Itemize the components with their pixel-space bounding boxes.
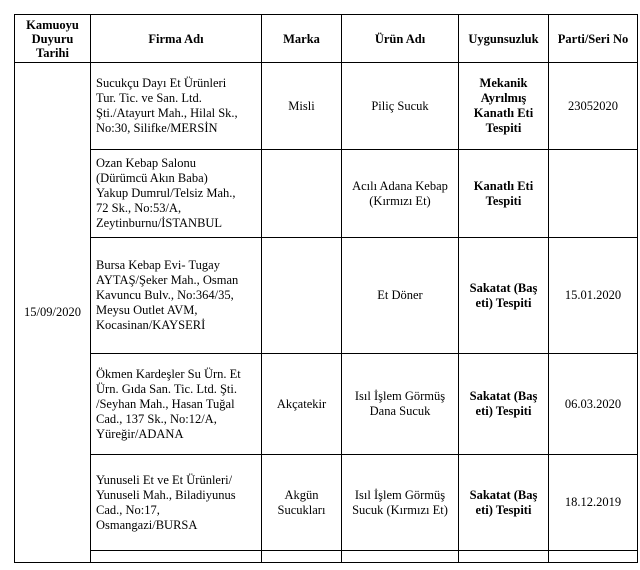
announcement-date: 15/09/2020 — [15, 63, 91, 563]
marka-cell: Misli — [262, 63, 342, 150]
firma-cell: Yunuseli Et ve Et Ürünleri/ Yunuseli Mah., Biladiyunus Cad., No:17, Osmangazi/BURSA — [91, 455, 262, 551]
empty-cell — [262, 551, 342, 563]
header-uygunsuzluk: Uygunsuzluk — [459, 15, 549, 63]
empty-cell — [459, 551, 549, 563]
urun-cell: Isıl İşlem Görmüş Sucuk (Kırmızı Et) — [342, 455, 459, 551]
uygunsuzluk-cell: Kanatlı Eti Tespiti — [459, 150, 549, 238]
empty-cell — [91, 551, 262, 563]
marka-cell: Akgün Sucukları — [262, 455, 342, 551]
empty-cell — [549, 551, 638, 563]
uygunsuzluk-cell: Sakatat (Baş eti) Tespiti — [459, 354, 549, 455]
marka-cell — [262, 150, 342, 238]
marka-cell: Akçatekir — [262, 354, 342, 455]
uygunsuzluk-cell: Sakatat (Baş eti) Tespiti — [459, 455, 549, 551]
empty-cell — [342, 551, 459, 563]
header-marka: Marka — [262, 15, 342, 63]
header-row — [15, 15, 638, 63]
parti-cell: 06.03.2020 — [549, 354, 638, 455]
firma-cell: Bursa Kebap Evi- Tugay AYTAŞ/Şeker Mah., Osman Kavuncu Bulv., No:364/35, Meysu Outlet AVM, Kocasinan/KAYSERİ — [91, 238, 262, 354]
parti-cell — [549, 150, 638, 238]
marka-cell — [262, 238, 342, 354]
firma-cell: Ökmen Kardeşler Su Ürn. Et Ürn. Gıda San. Tic. Ltd. Şti. /Seyhan Mah., Hasan Tuğal Cad., 137 Sk., No:12/A, Yüreğir/ADANA — [91, 354, 262, 455]
table-row — [15, 354, 638, 455]
header-urun: Ürün Adı — [342, 15, 459, 63]
parti-cell: 15.01.2020 — [549, 238, 638, 354]
urun-cell: Isıl İşlem Görmüş Dana Sucuk — [342, 354, 459, 455]
table-row — [15, 238, 638, 354]
header-firma: Firma Adı — [91, 15, 262, 63]
uygunsuzluk-cell: Sakatat (Baş eti) Tespiti — [459, 238, 549, 354]
table-row — [15, 455, 638, 551]
header-parti: Parti/Seri No — [549, 15, 638, 63]
table-row-partial — [15, 551, 638, 563]
recall-table — [14, 14, 638, 563]
urun-cell: Acılı Adana Kebap (Kırmızı Et) — [342, 150, 459, 238]
firma-cell: Ozan Kebap Salonu (Dürümcü Akın Baba) Yakup Dumrul/Telsiz Mah., 72 Sk., No:53/A, Zeytinburnu/İSTANBUL — [91, 150, 262, 238]
urun-cell: Piliç Sucuk — [342, 63, 459, 150]
table-row — [15, 150, 638, 238]
header-tarih: Kamuoyu Duyuru Tarihi — [15, 15, 91, 63]
parti-cell: 23052020 — [549, 63, 638, 150]
urun-cell: Et Döner — [342, 238, 459, 354]
firma-cell: Sucukçu Dayı Et Ürünleri Tur. Tic. ve San. Ltd. Şti./Atayurt Mah., Hilal Sk., No:30, Silifke/MERSİN — [91, 63, 262, 150]
uygunsuzluk-cell: Mekanik Ayrılmış Kanatlı Eti Tespiti — [459, 63, 549, 150]
parti-cell: 18.12.2019 — [549, 455, 638, 551]
table-row — [15, 63, 638, 150]
